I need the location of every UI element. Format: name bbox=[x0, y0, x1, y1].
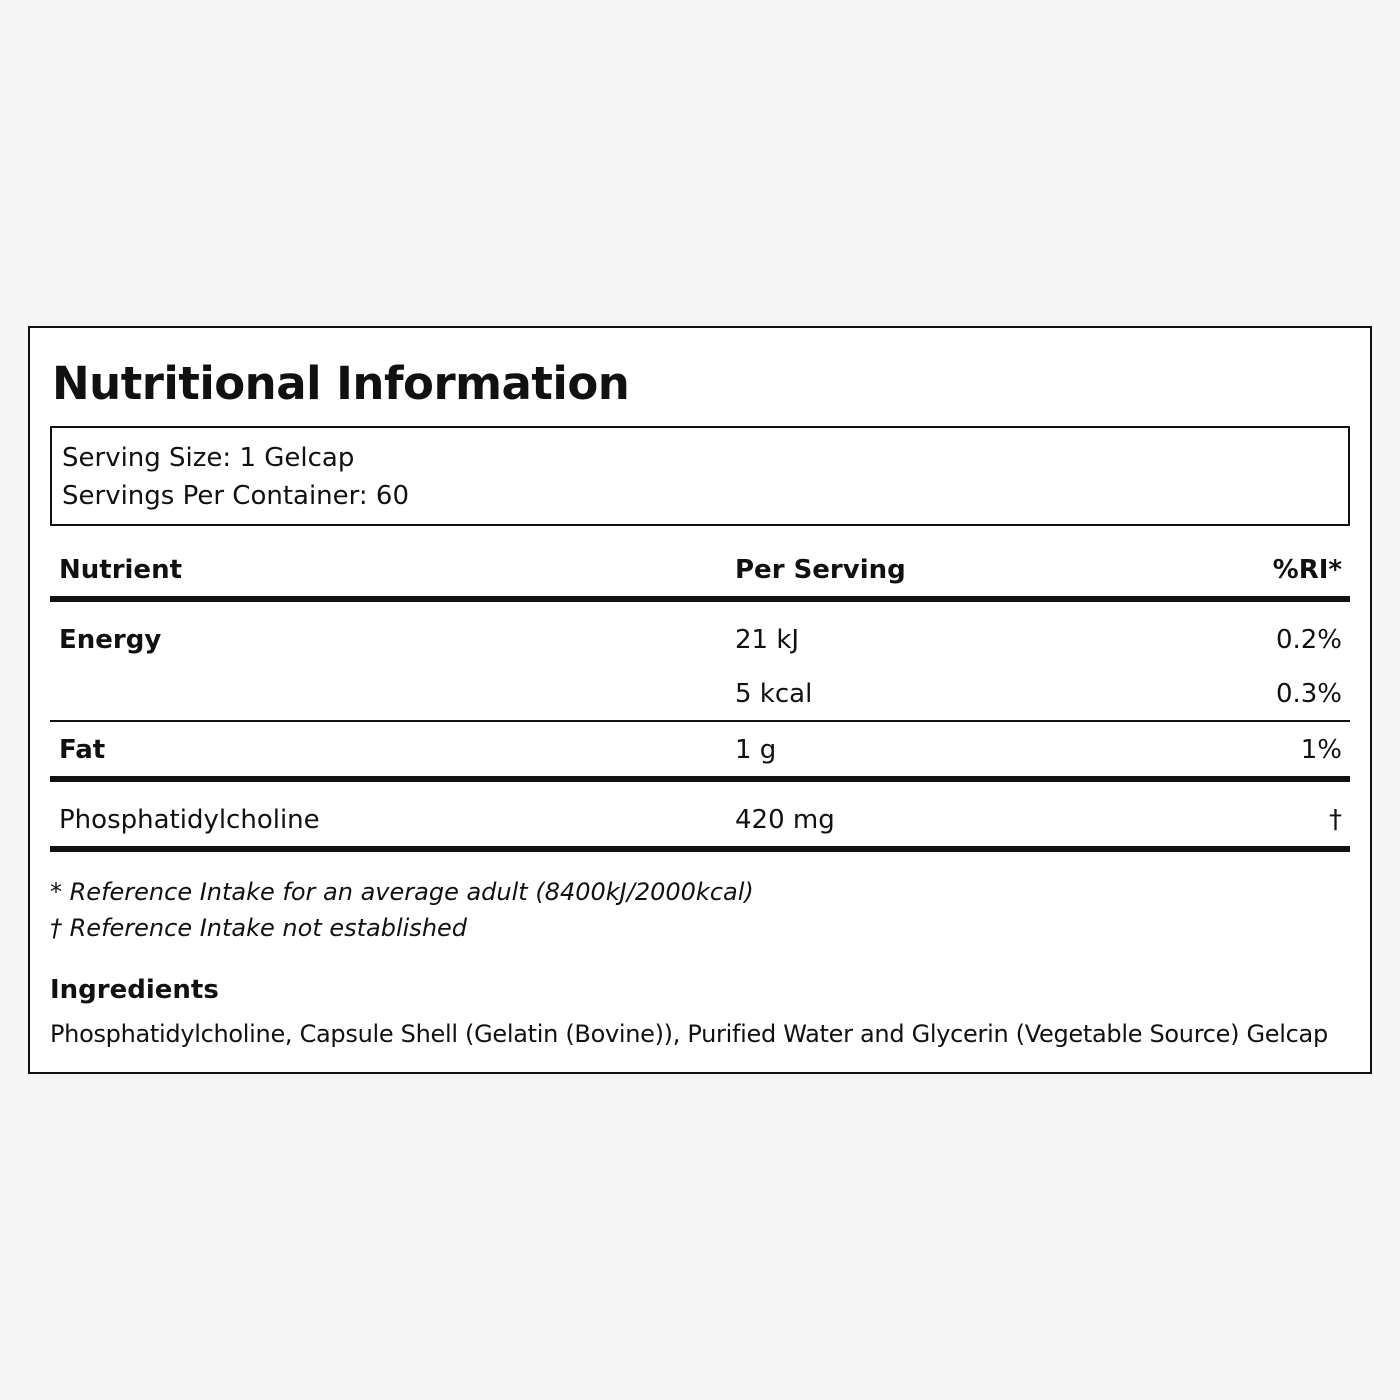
ingredients-text: Phosphatidylcholine, Capsule Shell (Gelatin (Bovine)), Purified Water and Glycerin (Vegetable Source) Gelcap bbox=[50, 1020, 1328, 1048]
row-phosphatidylcholine-ri: † bbox=[1329, 805, 1342, 835]
footnote-not-established: † Reference Intake not established bbox=[50, 914, 468, 942]
row-energy-kcal-per-serving: 5 kcal bbox=[735, 679, 813, 709]
row-divider bbox=[50, 720, 1350, 722]
row-phosphatidylcholine-per-serving: 420 mg bbox=[735, 805, 835, 835]
row-energy-per-serving: 21 kJ bbox=[735, 625, 800, 655]
table-bottom-divider bbox=[50, 846, 1350, 852]
row-energy-nutrient: Energy bbox=[59, 625, 162, 655]
header-per-serving: Per Serving bbox=[735, 555, 906, 585]
row-energy-kcal-ri: 0.3% bbox=[1275, 679, 1342, 709]
page-title: Nutritional Information bbox=[52, 357, 630, 410]
nutrition-panel bbox=[28, 326, 1372, 1074]
serving-info-box bbox=[50, 426, 1350, 526]
ingredients-heading: Ingredients bbox=[50, 975, 219, 1005]
row-fat-nutrient: Fat bbox=[59, 735, 106, 765]
serving-size: Serving Size: 1 Gelcap bbox=[62, 443, 355, 473]
row-energy-ri: 0.2% bbox=[1275, 625, 1342, 655]
header-divider bbox=[50, 596, 1350, 602]
section-divider bbox=[50, 776, 1350, 782]
row-fat-per-serving: 1 g bbox=[735, 735, 777, 765]
row-phosphatidylcholine-nutrient: Phosphatidylcholine bbox=[59, 805, 320, 835]
footnote-reference-intake: * Reference Intake for an average adult (8400kJ/2000kcal) bbox=[50, 878, 754, 906]
header-nutrient: Nutrient bbox=[59, 555, 183, 585]
header-ri: %RI* bbox=[1272, 555, 1342, 585]
servings-per-container: Servings Per Container: 60 bbox=[62, 481, 410, 511]
row-fat-ri: 1% bbox=[1300, 735, 1342, 765]
